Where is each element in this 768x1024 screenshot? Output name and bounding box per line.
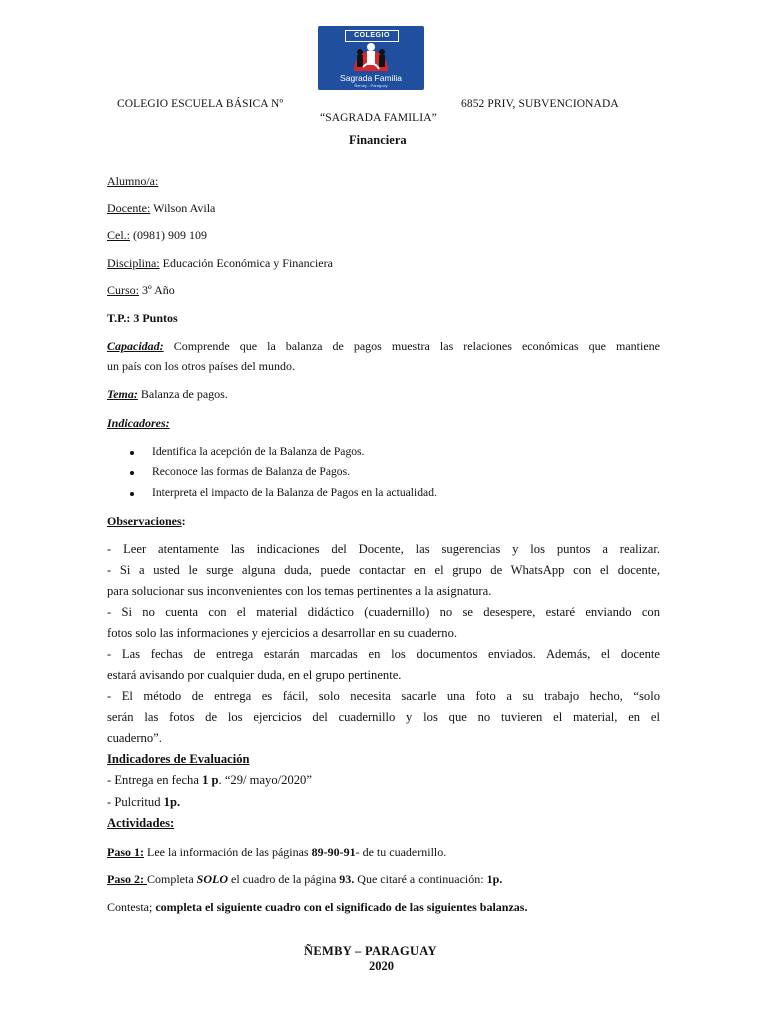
cel-value: (0981) 909 109 <box>130 228 207 242</box>
capacidad-line-1 <box>107 339 660 354</box>
curso-value: 3º Año <box>139 283 175 297</box>
curso-field <box>107 283 175 298</box>
paso2-solo: SOLO <box>196 872 229 886</box>
observacion-line: para solucionar sus inconvenientes con los temas pertinentes a la asignatura. <box>107 584 492 598</box>
observacion-line: fotos solo las informaciones y ejercicios a desarrollar en su cuaderno. <box>107 626 458 640</box>
observacion-line: - Si no cuenta con el material didáctico (cuadernillo) no se desespere, estaré enviando con <box>107 605 660 619</box>
footer-year: 2020 <box>369 959 394 973</box>
contesta-instruction <box>107 900 527 915</box>
observacion-line: - Leer atentamente las indicaciones del Docente, las sugerencias y los puntos a realizar. <box>107 542 660 556</box>
observaciones-colon: : <box>181 514 186 528</box>
evaluacion-heading <box>107 752 250 767</box>
cel-field <box>107 228 207 243</box>
bullet-icon <box>130 451 134 455</box>
observacion-line: cuaderno”. <box>107 731 162 745</box>
logo-subtitle: Ñemby - Paraguay <box>354 83 388 88</box>
tema-field <box>107 387 228 402</box>
evaluacion-entrega <box>107 773 312 788</box>
curso-label: Curso: <box>107 283 140 297</box>
indicadores-label: Indicadores: <box>107 416 170 430</box>
bullet-icon <box>130 492 134 496</box>
docente-value: Wilson Avila <box>150 201 216 215</box>
observaciones-heading <box>107 514 186 529</box>
capacidad-label: Capacidad: <box>107 339 164 353</box>
actividades-label: Actividades: <box>107 816 175 830</box>
paso-1 <box>107 845 446 860</box>
paso1-end: - de tu cuadernillo. <box>355 845 447 859</box>
observacion-line: - Las fechas de entrega estarán marcadas en los documentos enviados. Además, el docente <box>107 647 660 661</box>
school-header-left: COLEGIO ESCUELA BÁSICA Nº <box>117 98 284 110</box>
paso1-pages: 89-90-91 <box>311 845 356 859</box>
disciplina-value: Educación Económica y Financiera <box>159 256 333 270</box>
disciplina-field <box>107 256 333 271</box>
evaluacion-label: Indicadores de Evaluación <box>107 752 250 766</box>
paso2-text-b: el cuadro de la página <box>228 872 340 886</box>
observacion-line: - Si a usted le surge alguna duda, puede contactar en el grupo de WhatsApp con el docente, <box>107 563 660 577</box>
school-name: “SAGRADA FAMILIA” <box>320 112 437 124</box>
entrega-prefix: - Entrega en fecha <box>107 773 203 787</box>
paso2-label: Paso 2: <box>107 872 147 886</box>
paso1-label: Paso 1: <box>107 845 144 859</box>
footer-place: ÑEMBY – PARAGUAY <box>304 944 437 958</box>
pulcritud-points: 1p. <box>163 795 181 809</box>
docente-label: Docente: <box>107 201 151 215</box>
indicadores-heading <box>107 416 170 431</box>
capacidad-text-1: Comprende que la balanza de pagos muestra las relaciones económicas que mantiene <box>163 339 660 353</box>
pulcritud-prefix: - Pulcritud <box>107 795 164 809</box>
school-logo <box>318 26 424 90</box>
paso-2 <box>107 872 502 887</box>
contesta-text: completa el siguiente cuadro con el significado de las siguientes balanzas. <box>155 900 528 914</box>
paso2-text-c: Que citaré a continuación: <box>354 872 487 886</box>
disciplina-label: Disciplina: <box>107 256 160 270</box>
docente-field <box>107 201 215 216</box>
observacion-line: serán las fotos de los ejercicios del cuadernillo y los que no tuvieren el material, en el <box>107 710 660 724</box>
logo-title: COLEGIO <box>345 30 399 42</box>
entrega-date: . “29/ mayo/2020” <box>218 773 312 787</box>
subject-title: Financiera <box>349 133 407 147</box>
school-header-right: 6852 PRIV, SUBVENCIONADA <box>461 98 619 110</box>
alumno-label: Alumno/a: <box>107 174 159 188</box>
observacion-line: estará avisando por cualquier duda, en el grupo pertinente. <box>107 668 402 682</box>
capacidad-line-2: un país con los otros países del mundo. <box>107 359 295 373</box>
tema-label: Tema: <box>107 387 138 401</box>
alumno-field <box>107 174 158 189</box>
paso2-text-a: Completa <box>147 872 197 886</box>
entrega-points: 1 p <box>202 773 219 787</box>
cel-label: Cel.: <box>107 228 130 242</box>
indicador-item: Reconoce las formas de Balanza de Pagos. <box>152 465 350 478</box>
family-emblem-icon <box>348 41 394 73</box>
tema-value: Balanza de pagos. <box>137 387 228 401</box>
observacion-line: - El método de entrega es fácil, solo necesita sacarle una foto a su trabajo hecho, “solo <box>107 689 660 703</box>
evaluacion-pulcritud <box>107 795 180 810</box>
paso2-points: 1p. <box>486 872 503 886</box>
tp-points: T.P.: 3 Puntos <box>107 311 178 325</box>
observaciones-label: Observaciones <box>107 514 182 528</box>
indicador-item: Identifica la acepción de la Balanza de Pagos. <box>152 445 365 458</box>
logo-name: Sagrada Familia <box>340 73 402 83</box>
contesta-prefix: Contesta; <box>107 900 156 914</box>
bullet-icon <box>130 471 134 475</box>
paso2-page: 93. <box>339 872 355 886</box>
indicador-item: Interpreta el impacto de la Balanza de Pagos en la actualidad. <box>152 486 437 499</box>
paso1-text: Lee la información de las páginas <box>144 845 312 859</box>
actividades-heading <box>107 816 174 831</box>
